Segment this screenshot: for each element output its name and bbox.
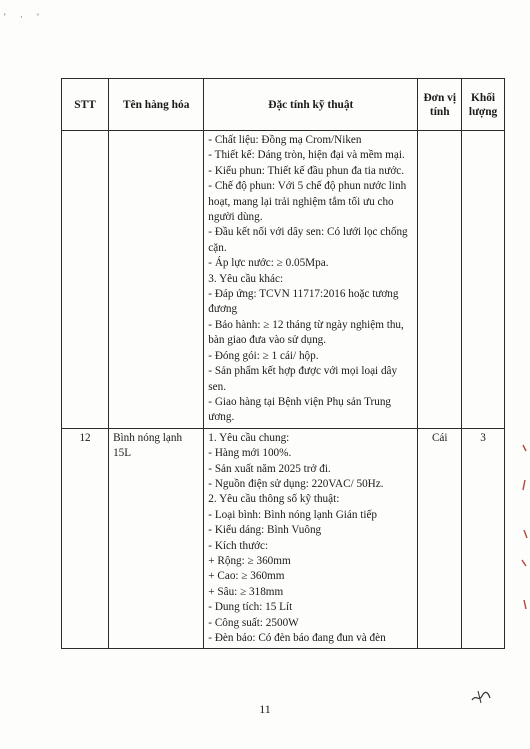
spec-line: - Hàng mới 100%. bbox=[208, 447, 292, 460]
spec-line: - Dung tích: 15 Lít bbox=[208, 601, 293, 614]
header-spec: Đặc tính kỹ thuật bbox=[204, 79, 418, 131]
cell-stt-empty bbox=[62, 131, 109, 429]
spec-line: + Rộng: ≥ 360mm bbox=[208, 554, 291, 567]
margin-stamp-marks bbox=[519, 440, 529, 660]
spec-line: - Kiểu dáng: Bình Vuông bbox=[208, 524, 322, 537]
spec-line: - Nguồn điện sử dụng: 220VAC/ 50Hz. bbox=[208, 477, 384, 490]
cell-name-empty bbox=[109, 131, 204, 429]
spec-line: - Bảo hành: ≥ 12 tháng từ ngày nghiệm thu, bàn giao đưa vào sử dụng. bbox=[208, 318, 407, 347]
spec-line: + Cao: ≥ 360mm bbox=[208, 570, 285, 583]
header-unit: Đơn vị tính bbox=[418, 79, 462, 131]
cell-qty-12: 3 bbox=[462, 428, 505, 649]
spec-line: - Sản phẩm kết hợp được với mọi loại dây sen. bbox=[208, 365, 400, 393]
cell-spec-12 bbox=[204, 428, 418, 649]
table-row-continued bbox=[62, 131, 505, 429]
cell-unit-12: Cái bbox=[418, 428, 462, 649]
spec-line: + Sâu: ≥ 318mm bbox=[208, 585, 284, 598]
cell-unit-empty bbox=[418, 131, 462, 429]
spec-line: - Đóng gói: ≥ 1 cái/ hộp. bbox=[208, 349, 319, 362]
cell-spec-continued bbox=[204, 131, 418, 429]
cell-qty-empty bbox=[462, 131, 505, 429]
spec-line: - Công suất: 2500W bbox=[208, 616, 299, 629]
spec-line: - Thiết kế: Dáng tròn, hiện đại và mềm mại. bbox=[208, 149, 405, 162]
spec-line: 3. Yêu cầu khác: bbox=[208, 272, 284, 285]
spec-line: - Kích thước: bbox=[208, 539, 269, 552]
header-name: Tên hàng hóa bbox=[109, 79, 204, 131]
spec-line: - Đáp ứng: TCVN 11717:2016 hoặc tương đương bbox=[208, 288, 402, 316]
spec-line: - Kiểu phun: Thiết kế đầu phun đa tia nước. bbox=[208, 164, 404, 177]
page-number: 11 bbox=[259, 702, 271, 716]
cell-stt-12: 12 bbox=[62, 428, 109, 649]
spec-line: - Đèn báo: Có đèn báo đang đun và đèn bbox=[208, 632, 386, 644]
spec-table bbox=[61, 78, 505, 649]
header-stt: STT bbox=[62, 79, 109, 131]
spec-line: - Đầu kết nối với dây sen: Có lưới lọc chống cặn. bbox=[208, 226, 411, 254]
initials-signature bbox=[470, 688, 492, 706]
scan-dots: ' · ' bbox=[4, 12, 45, 22]
table-header-row bbox=[62, 79, 505, 131]
spec-line: 2. Yêu cầu thông số kỹ thuật: bbox=[208, 493, 340, 506]
spec-line: - Áp lực nước: ≥ 0.05Mpa. bbox=[208, 257, 329, 270]
table-row-12 bbox=[62, 428, 505, 649]
spec-line: - Chế độ phun: Với 5 chế độ phun nước linh hoạt, mang lại trải nghiệm tắm tối ưu cho người dùng. bbox=[208, 180, 410, 224]
spec-line: - Chất liệu: Đồng mạ Crom/Niken bbox=[208, 134, 362, 146]
spec-line: 1. Yêu cầu chung: bbox=[208, 431, 290, 444]
header-qty: Khối lượng bbox=[462, 79, 505, 131]
spec-line: - Sản xuất năm 2025 trở đi. bbox=[208, 462, 331, 475]
cell-name-12: Bình nóng lạnh 15L bbox=[109, 428, 204, 649]
spec-line: - Giao hàng tại Bệnh viện Phụ sản Trung ương. bbox=[208, 395, 394, 424]
spec-line: - Loại bình: Bình nóng lạnh Gián tiếp bbox=[208, 508, 378, 521]
